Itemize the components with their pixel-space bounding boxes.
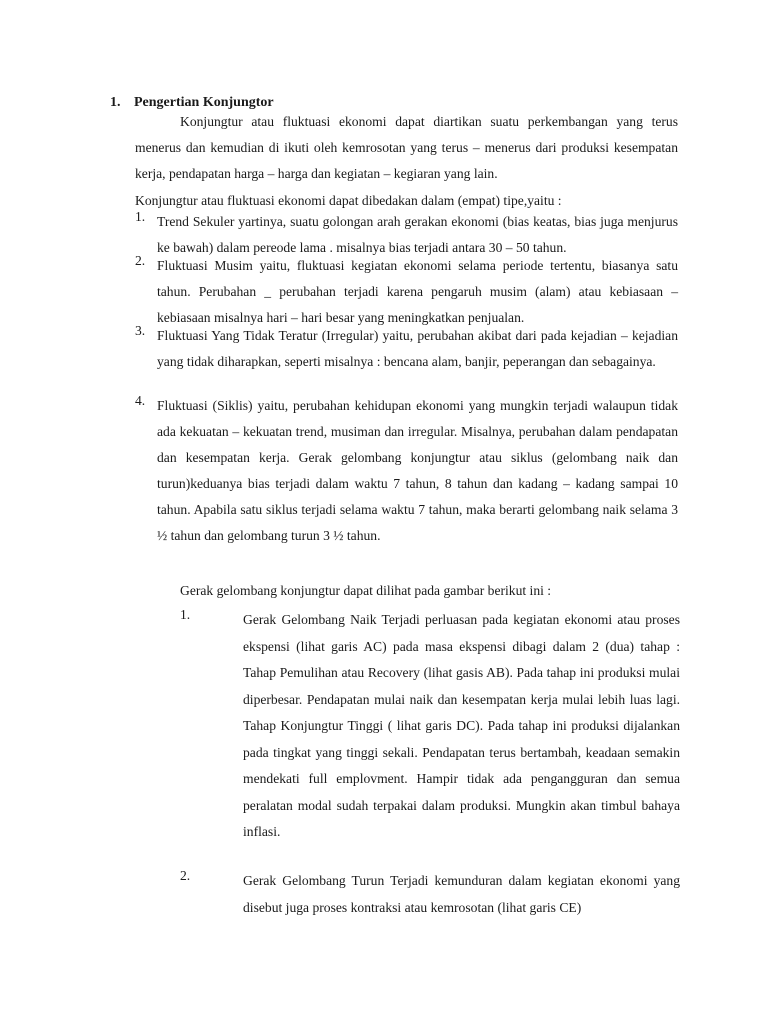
list-item-marker: 1. xyxy=(135,209,146,224)
list-item-text: Trend Sekuler yartinya, suatu golongan arah gerakan ekonomi (bias keatas, bias juga menjurus ke bawah) dalam pereode lama . misalnya bias terjadi antara 30 – 50 tahun. xyxy=(157,214,678,255)
list-item-text: Fluktuasi Yang Tidak Teratur (Irregular) yaitu, perubahan akibat dari pada kejadian – kejadian yang tidak diharapkan, seperti misalnya : bencana alam, banjir, peperangan dan sebagainya. xyxy=(157,328,678,369)
sub-list-item-text: Gerak Gelombang Naik Terjadi perluasan pada kegiatan ekonomi atau proses ekspensi (lihat garis AC) pada masa ekspensi dibagi dalam 2 (dua) tahap : Tahap Pemulihan atau Recovery (lihat gasis AB). Pada tahap ini produksi mulai diperbesar. Pendapatan mulai naik dan kesempatan kerja mulai lebih luas lagi. Tahap Konjungtur Tinggi ( lihat garis DC). Pada tahap ini produksi dijalankan pada tingkat yang tinggi sekali. Pendapatan terus bertambah, keadaan semakin mendekati full emplovment. Hampir tidak ada pengangguran dan semua peralatan modal sudah terpakai dalam produksi. Mungkin akan timbul bahaya inflasi. xyxy=(243,612,680,839)
sub-list-item xyxy=(180,607,680,846)
types-intro-line: Konjungtur atau fluktuasi ekonomi dapat dibedakan dalam (empat) tipe,yaitu : xyxy=(135,193,562,208)
list-item xyxy=(135,323,678,375)
list-item-marker: 3. xyxy=(135,323,146,338)
list-item xyxy=(135,253,678,331)
section-number: 1. xyxy=(110,95,121,110)
list-item-text: Fluktuasi (Siklis) yaitu, perubahan kehidupan ekonomi yang mungkin terjadi walaupun tidak ada kekuatan – kekuatan trend, musiman dan irregular. Misalnya, perubahan dalam pendapatan dan kesempatan kerja. Gerak gelombang konjungtur atau siklus (gelombang naik dan turun)keduanya bias terjadi dalam waktu 7 tahun, 8 tahun dan kadang – kadang sampai 10 tahun. Apabila satu siklus terjadi selama waktu 7 tahun, maka berarti gelombang naik selama 3 ½ tahun dan gelombang turun 3 ½ tahun. xyxy=(157,398,678,543)
sub-list-item-marker: 1. xyxy=(180,607,191,622)
list-item-marker: 4. xyxy=(135,393,146,408)
list-item-marker: 2. xyxy=(135,253,146,268)
list-item-text: Fluktuasi Musim yaitu, fluktuasi kegiatan ekonomi selama periode tertentu, biasanya satu tahun. Perubahan _ perubahan terjadi karena pengaruh musim (alam) atau kebiasaan – kebiasaan misalnya hari – hari besar yang meningkatkan penjualan. xyxy=(157,258,678,325)
gerak-intro-line: Gerak gelombang konjungtur dapat dilihat pada gambar berikut ini : xyxy=(180,583,552,598)
sub-list-item xyxy=(180,868,680,921)
sub-list-item-text: Gerak Gelombang Turun Terjadi kemunduran dalam kegiatan ekonomi yang disebut juga proses kontraksi atau kemrosotan (lihat garis CE) xyxy=(243,873,680,915)
sub-list-item-marker: 2. xyxy=(180,868,191,883)
list-item xyxy=(135,393,678,549)
intro-paragraph: Konjungtur atau fluktuasi ekonomi dapat diartikan suatu perkembangan yang terus menerus dan kemudian di ikuti oleh kemrosotan yang terus – menerus dari produksi kesempatan kerja, pendapatan harga – harga dan kegiatan – kegiaran yang lain. xyxy=(135,114,678,181)
section-title: Pengertian Konjungtor xyxy=(134,95,274,110)
